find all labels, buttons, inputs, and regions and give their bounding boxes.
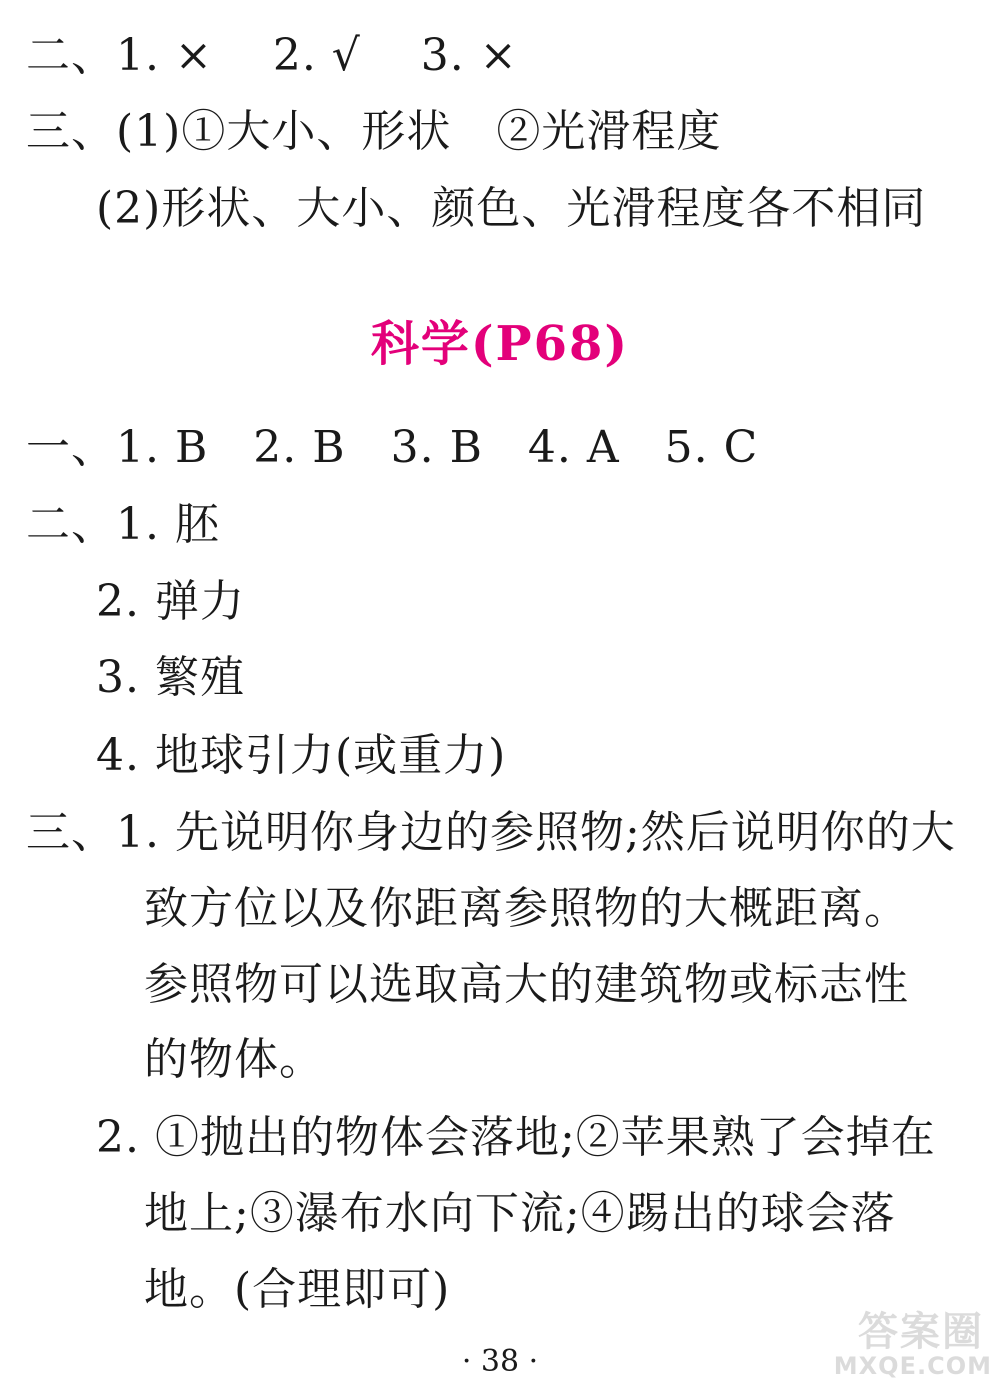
science-section-3-q2-line2: 地上;③瀑布水向下流;④踢出的球会落	[144, 1188, 896, 1239]
watermark-logo	[812, 1300, 992, 1380]
science-section-2-q3: 3. 繁殖	[96, 652, 245, 703]
previous-section-3-q2-answer: (2)形状、大小、颜色、光滑程度各不相同	[96, 183, 927, 234]
science-section-3-q1-line4: 的物体。	[144, 1034, 324, 1085]
science-section-1-answers: 一、1. B 2. B 3. B 4. A 5. C	[26, 422, 759, 473]
science-section-3-q1-line1: 三、1. 先说明你身边的参照物;然后说明你的大	[26, 807, 956, 858]
science-section-3-q2-line1: 2. ①抛出的物体会落地;②苹果熟了会掉在	[96, 1112, 936, 1163]
science-section-2-q4: 4. 地球引力(或重力)	[96, 730, 507, 781]
watermark-top-text: 答案圈	[858, 1309, 984, 1355]
science-section-2-q1: 二、1. 胚	[26, 499, 220, 550]
science-section-2-q2: 2. 弹力	[96, 576, 245, 627]
science-section-3-q1-line2: 致方位以及你距离参照物的大概距离。	[144, 883, 909, 934]
science-section-3-q2-line3: 地。(合理即可)	[144, 1264, 451, 1315]
science-section-3-q1-line3: 参照物可以选取高大的建筑物或标志性	[144, 959, 909, 1010]
watermark-bottom-text: MXQE.COM	[833, 1352, 992, 1380]
science-heading: 科学(P68)	[370, 316, 630, 372]
previous-section-3-q1-answer: 三、(1)①大小、形状 ②光滑程度	[26, 106, 722, 157]
page-number: · 38 ·	[461, 1344, 539, 1379]
previous-section-2-answers: 二、1. × 2. √ 3. ×	[26, 30, 518, 81]
